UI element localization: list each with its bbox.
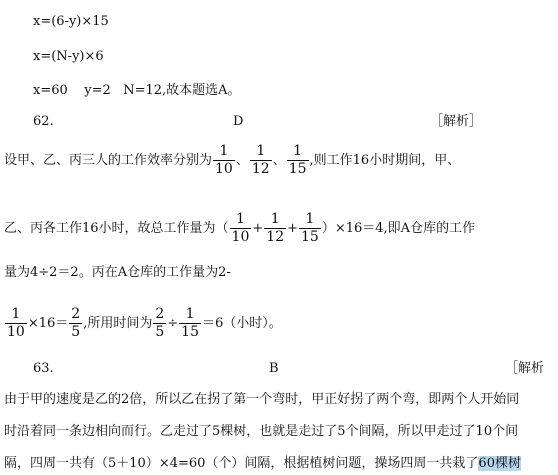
q63-text-3a: 隔，四周一共有（5＋10）×4=60（个）间隔，根据植树问题，操场四周一共栽了: [4, 456, 479, 471]
q62-text-1a: 设甲、乙、丙三人的工作效率分别为: [4, 153, 213, 168]
q62-text-2a: 乙、丙各工作16小时，故总工作量为（: [4, 221, 229, 236]
plus-sign: +: [287, 221, 299, 236]
question-63-answer: B: [269, 361, 279, 376]
q62-text-1b: ,则工作16小时期间，甲、: [309, 153, 461, 168]
q62-explanation-line-1: [4, 143, 460, 178]
separator: 、: [235, 153, 249, 168]
q62-explanation-line-3: 量为4÷2＝2。丙在A仓库的工作量为2-: [4, 265, 231, 280]
q62-text-4a: ×16＝: [27, 316, 69, 331]
fraction-2-5: $\frac{2}{5}$: [155, 306, 165, 340]
plus-sign: +: [252, 221, 264, 236]
q62-text-2b: ）×16＝4,即A仓库的工作: [321, 221, 476, 236]
equation-line-1: x=(6-y)×15: [33, 14, 109, 29]
question-63-analysis-tag: ［解析: [505, 361, 545, 376]
fraction-1-10: $\frac{1}{10}$: [215, 143, 233, 177]
separator: 、: [272, 153, 286, 168]
question-63-number: 63.: [33, 361, 54, 376]
fraction-1-15: $\frac{1}{15}$: [181, 306, 199, 340]
question-62-analysis-tag: ［解析］: [430, 114, 483, 129]
equation-line-2: x=(N-y)×6: [33, 49, 104, 64]
fraction-2-5: $\frac{2}{5}$: [71, 306, 81, 340]
q63-explanation-line-1: 由于甲的速度是乙的2倍，所以乙在拐了第一个弯时，甲正好拐了两个弯，即两个人开始同: [4, 392, 520, 407]
divide-sign: ÷: [167, 316, 179, 331]
question-62-number: 62.: [33, 114, 54, 129]
q62-text-4b: ,所用时间为: [83, 316, 153, 331]
fraction-1-15: $\frac{1}{15}$: [301, 211, 319, 245]
equation-line-3: x=60 y=2 N=12,故本题选A。: [33, 83, 241, 98]
q63-explanation-line-3: [4, 456, 521, 472]
q62-explanation-line-2: [4, 211, 475, 246]
fraction-1-10: $\frac{1}{10}$: [7, 306, 25, 340]
question-62-answer: D: [233, 114, 244, 129]
q63-explanation-line-2: 时沿着同一条边相向而行。乙走过了5棵树，也就是走过了5个间隔，所以甲走过了10个间: [4, 424, 519, 439]
fraction-1-15: $\frac{1}{15}$: [288, 143, 307, 177]
fraction-1-12: $\frac{1}{12}$: [251, 143, 270, 177]
selected-text-highlight[interactable]: 60棵树: [478, 456, 521, 471]
q62-text-4c: ＝6（小时）。: [201, 316, 282, 331]
q62-explanation-line-4: [4, 306, 282, 341]
fraction-1-12: $\frac{1}{12}$: [266, 211, 285, 245]
fraction-1-10: $\frac{1}{10}$: [231, 211, 250, 245]
